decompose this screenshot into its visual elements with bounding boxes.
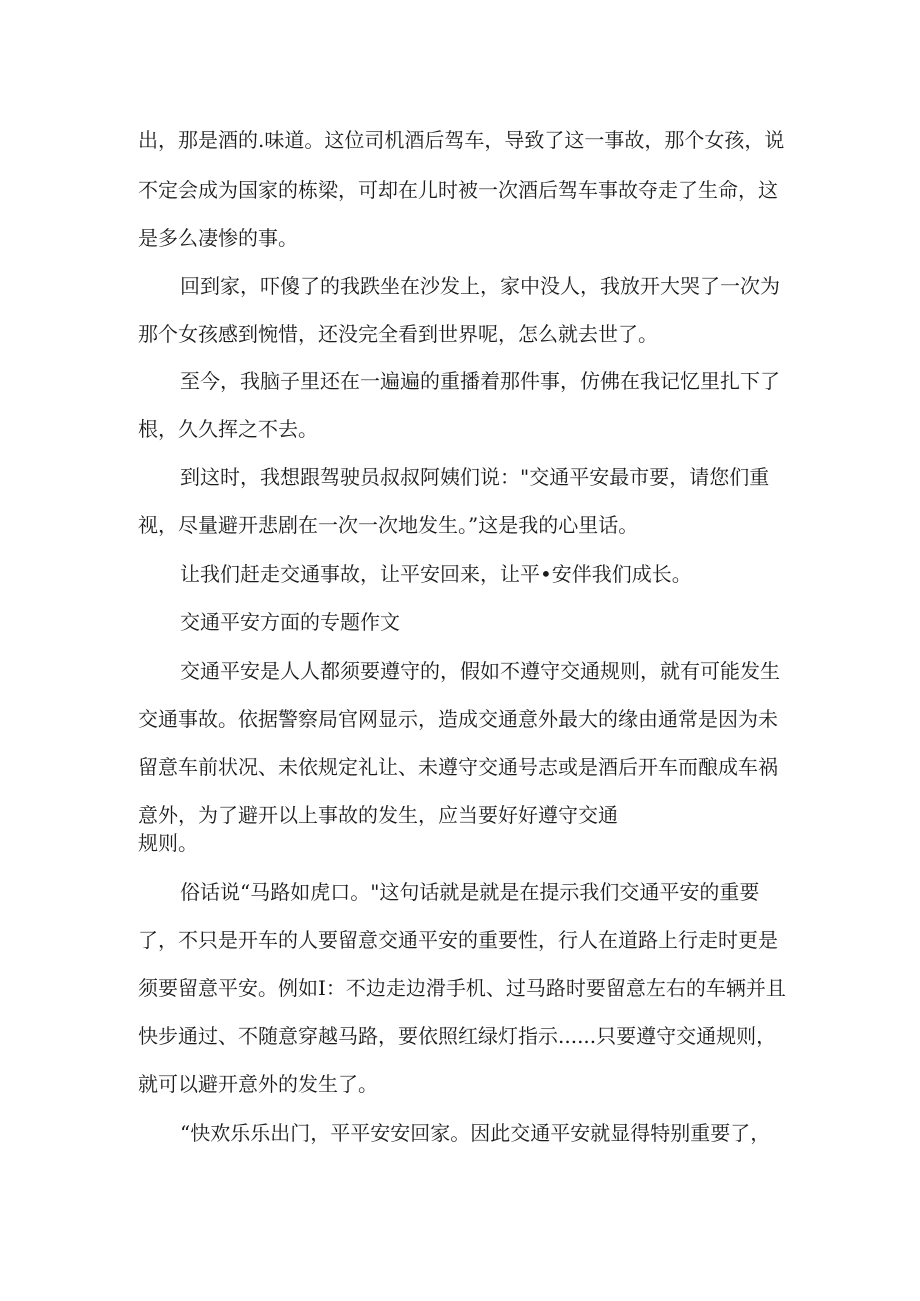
text-line-12: 交通平安是人人都须要遵守的，假如不遵守交通规则，就有可能发生 bbox=[180, 659, 780, 683]
section-heading: 交通平安方面的专题作文 bbox=[180, 610, 400, 634]
text-line-4: 回到家，吓傻了的我跌坐在沙发上，家中没人，我放开大哭了一次为 bbox=[180, 274, 780, 298]
text-line-5: 那个女孩感到惋惜，还没完全看到世界呢，怎么就去世了。 bbox=[138, 322, 658, 346]
text-line-9: 视，尽量避开悲剧在一次一次地发生。”这是我的心里话。 bbox=[138, 513, 639, 537]
text-line-7: 根，久久挥之不去。 bbox=[138, 417, 318, 441]
text-line-2: 不定会成为国家的栋梁，可却在儿时被一次酒后驾车事故夺走了生命，这 bbox=[138, 178, 778, 202]
text-line-13: 交通事故。依据警察局官网显示，造成交通意外最大的缘由通常是因为未 bbox=[138, 707, 778, 731]
text-line-10: 让我们赶走交通事故，让平安回来，让平•安伴我们成长。 bbox=[180, 562, 692, 586]
text-line-21: 就可以避开意外的发生了。 bbox=[138, 1072, 378, 1096]
text-line-19: 须要留意平安。例如I：不边走边滑手机、过马路时要留意左右的车辆并且 bbox=[138, 976, 786, 1000]
text-line-22: “快欢乐乐出门，平平安安回家。因此交通平安就显得特别重要了， bbox=[180, 1121, 771, 1145]
text-line-3: 是多么凄惨的事。 bbox=[138, 226, 298, 250]
text-line-15: 意外，为了避开以上事故的发生，应当要好好遵守交通 bbox=[138, 803, 618, 827]
text-line-6: 至今，我脑子里还在一遍遍的重播着那件事，仿佛在我记忆里扎下了 bbox=[180, 369, 780, 393]
text-line-14: 留意车前状况、未依规定礼让、未遵守交通号志或是酒后开车而酿成车祸 bbox=[138, 755, 778, 779]
text-line-20: 快步通过、不随意穿越马路，要依照红绿灯指示......只要遵守交通规则， bbox=[138, 1024, 777, 1048]
text-line-1: 出，那是酒的.味道。这位司机酒后驾车，导致了这一事故，那个女孩，说 bbox=[138, 128, 785, 152]
text-line-17: 俗话说“马路如虎口。"这句话就是就是在提示我们交通平安的重要 bbox=[180, 880, 760, 904]
text-line-16: 规则。 bbox=[138, 831, 198, 855]
text-line-8: 到这时，我想跟驾驶员叔叔阿姨们说："交通平安最市要，请您们重 bbox=[180, 465, 770, 489]
text-line-18: 了，不只是开车的人要留意交通平安的重要性，行人在道路上行走时更是 bbox=[138, 928, 778, 952]
